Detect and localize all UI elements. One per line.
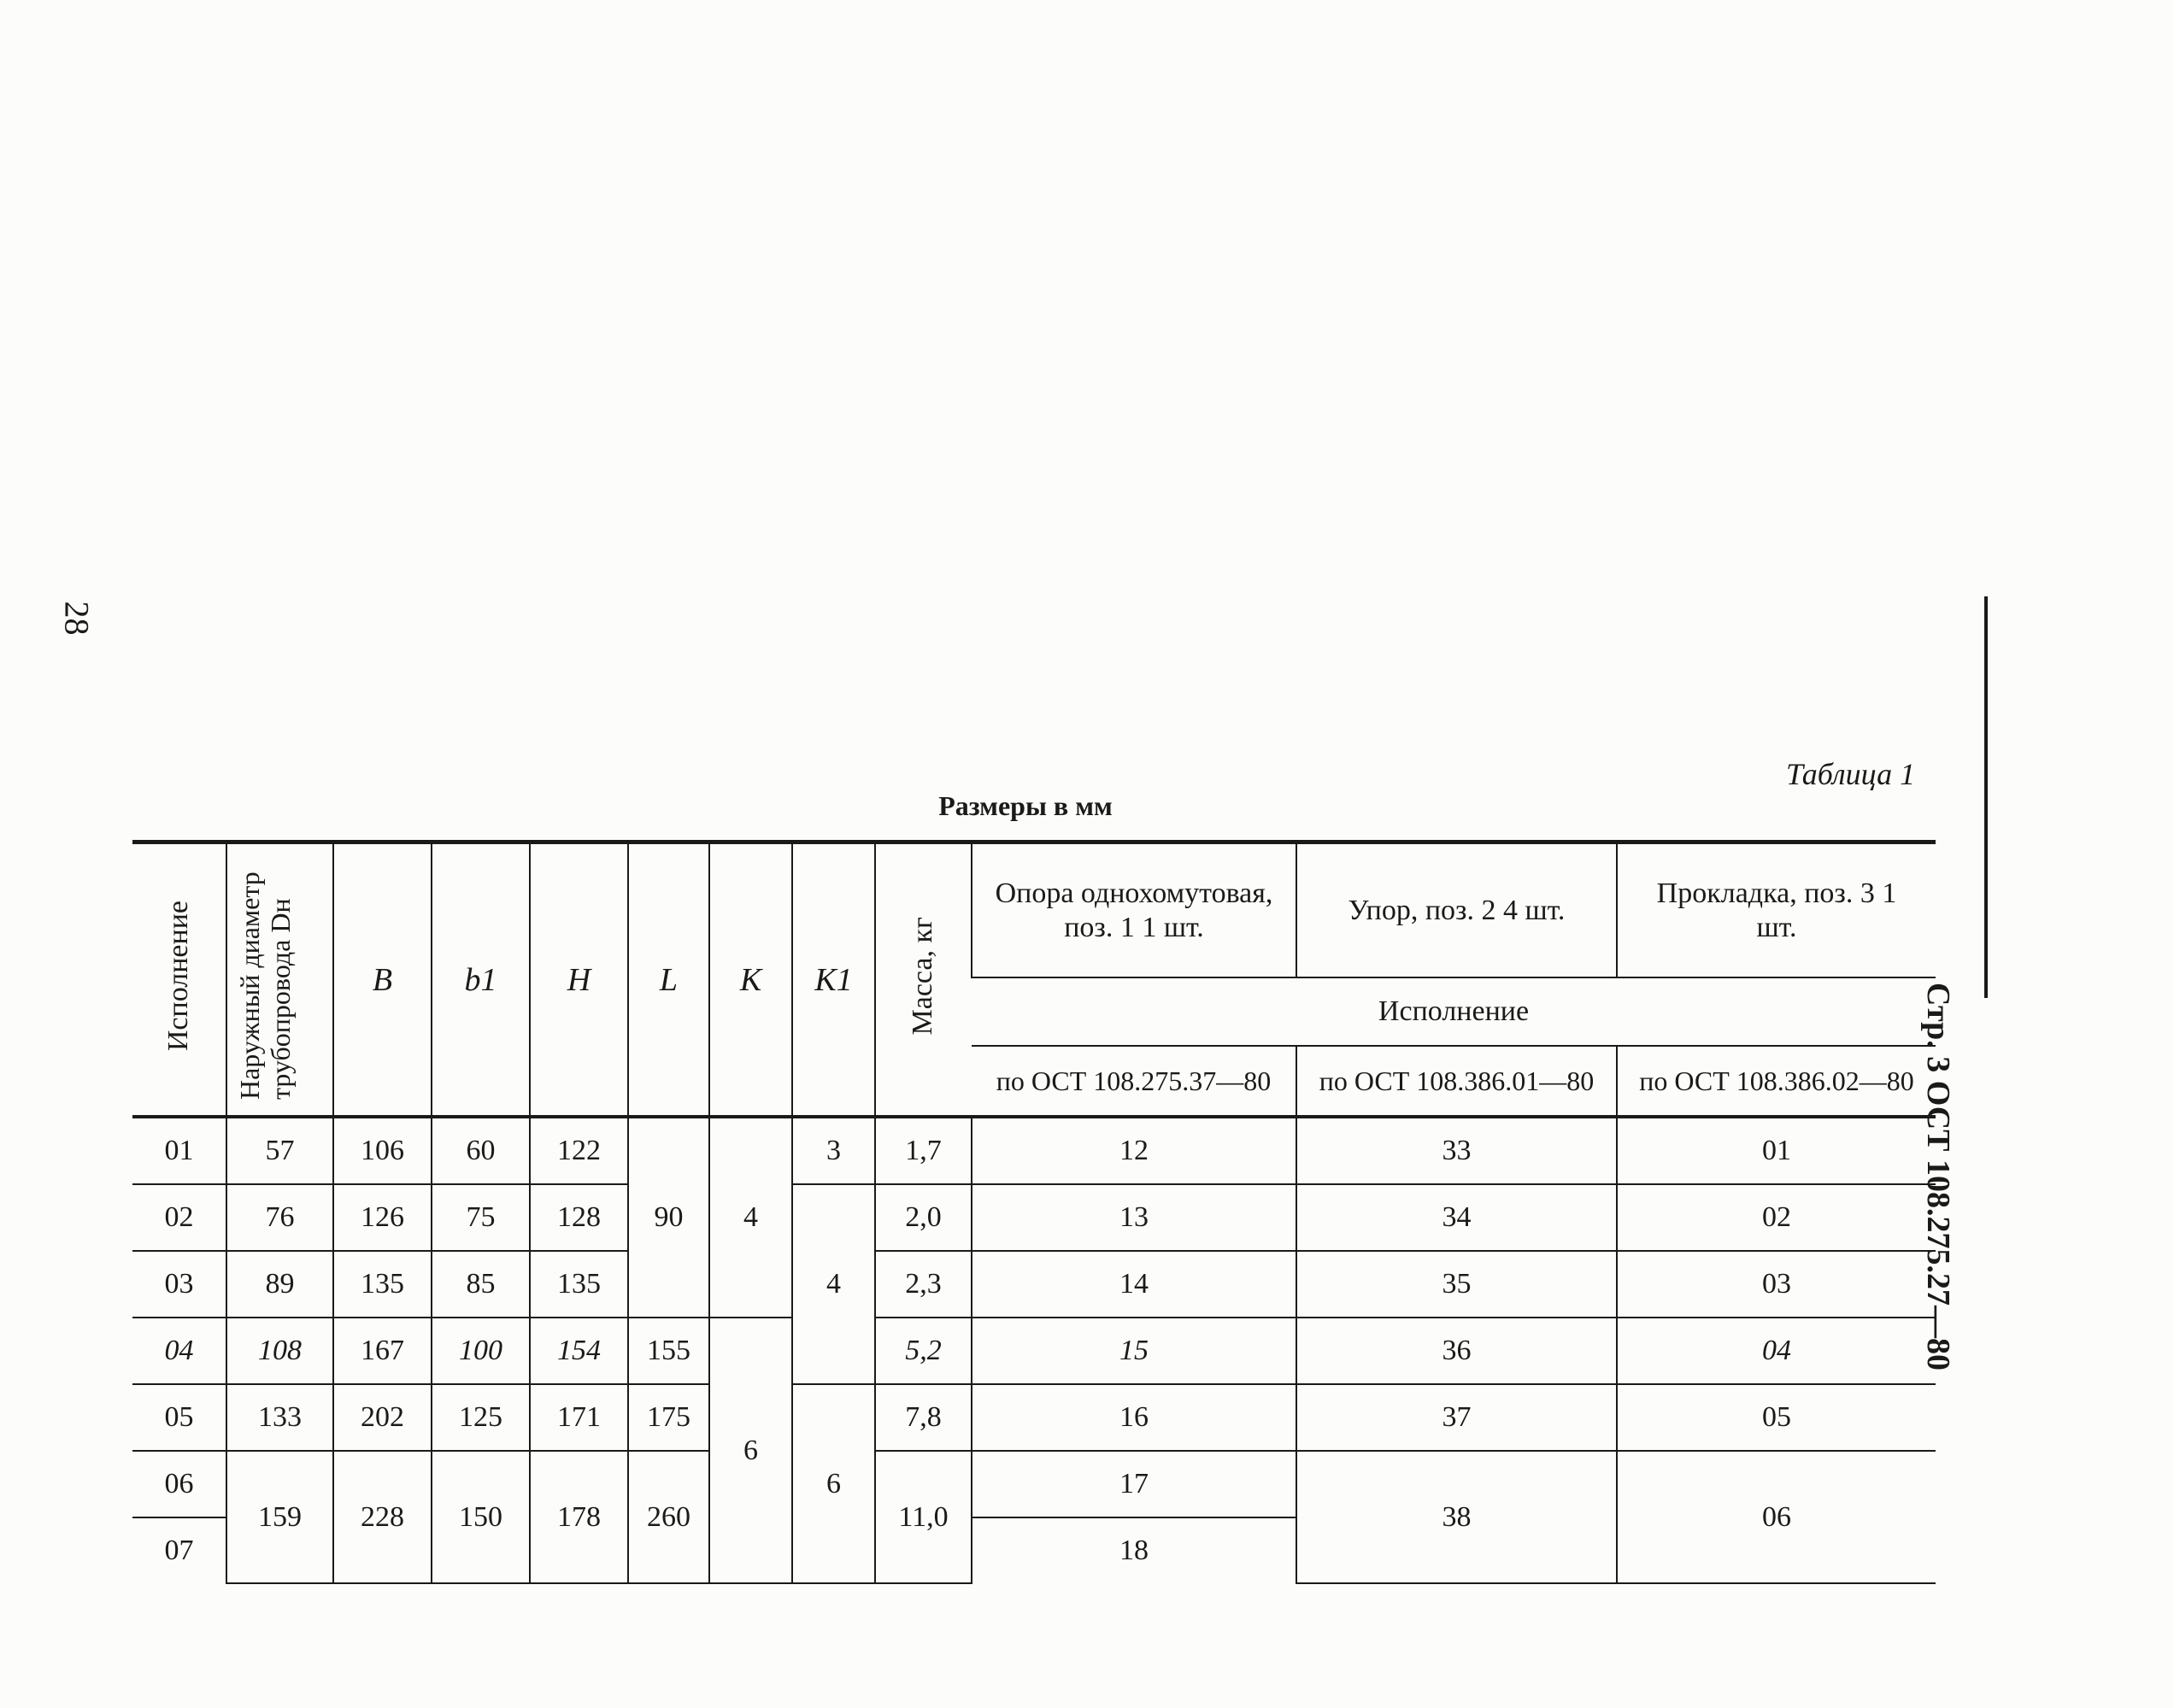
header-L: L <box>628 842 709 1118</box>
cell-H: 128 <box>530 1184 628 1251</box>
cell-B: 126 <box>333 1184 432 1251</box>
header-upor-std: по ОСТ 108.386.01—80 <box>1296 1046 1617 1117</box>
table-row <box>132 1117 1936 1184</box>
cell-prokladka: 01 <box>1617 1117 1936 1184</box>
header-ispolnenie: Исполнение <box>132 842 226 1118</box>
cell-L: 175 <box>628 1384 709 1451</box>
cell-dn: 76 <box>226 1184 333 1251</box>
cell-K1: 6 <box>792 1384 875 1583</box>
cell-mass: 11,0 <box>875 1451 972 1583</box>
cell-isp: 01 <box>132 1117 226 1184</box>
cell-K: 6 <box>709 1318 792 1583</box>
cell-isp: 07 <box>164 1535 194 1566</box>
page-number: 28 <box>57 601 97 636</box>
table-row <box>132 1251 1936 1318</box>
cell-opora: 18 <box>972 1517 1296 1583</box>
cell-B: 135 <box>333 1251 432 1318</box>
cell-H: 171 <box>530 1384 628 1451</box>
cell-opora: 17 <box>972 1451 1296 1517</box>
header-prokladka-std: по ОСТ 108.386.02—80 <box>1617 1046 1936 1117</box>
cell-B: 167 <box>333 1318 432 1384</box>
cell-K1: 4 <box>792 1184 875 1384</box>
cell-dn: 57 <box>226 1117 333 1184</box>
cell-opora: 16 <box>972 1384 1296 1451</box>
cell-dn: 133 <box>226 1384 333 1451</box>
cell-opora: 12 <box>972 1117 1296 1184</box>
header-B: B <box>333 842 432 1118</box>
cell-H: 122 <box>530 1117 628 1184</box>
cell-B: 202 <box>333 1384 432 1451</box>
cell-upor: 33 <box>1296 1117 1617 1184</box>
cell-mass: 1,7 <box>875 1117 972 1184</box>
cell-H: 178 <box>530 1451 628 1583</box>
table-row <box>132 1451 1936 1517</box>
cell-b1: 75 <box>432 1184 530 1251</box>
header-opora: Опора однохомутовая, поз. 1 1 шт. <box>972 842 1296 978</box>
cell-mass: 7,8 <box>875 1384 972 1451</box>
cell-L: 155 <box>628 1318 709 1384</box>
header-K1: K1 <box>792 842 875 1118</box>
cell-L: 90 <box>628 1117 709 1318</box>
cell-prokladka: 05 <box>1617 1384 1936 1451</box>
cell-K: 4 <box>709 1117 792 1318</box>
header-diameter: Наружный диаметр трубопровода Dн <box>226 842 333 1118</box>
cell-prokladka: 06 <box>1617 1451 1936 1583</box>
cell-b1: 60 <box>432 1117 530 1184</box>
cell-upor: 34 <box>1296 1184 1617 1251</box>
cell-B: 106 <box>333 1117 432 1184</box>
cell-B: 228 <box>333 1451 432 1583</box>
cell-b1: 100 <box>432 1318 530 1384</box>
cell-L: 260 <box>628 1451 709 1583</box>
cell-dn: 89 <box>226 1251 333 1318</box>
cell-K1: 3 <box>792 1117 875 1184</box>
cell-H: 154 <box>530 1318 628 1384</box>
table-subtitle: Размеры в мм <box>938 790 1113 821</box>
cell-isp: 06 <box>132 1451 226 1517</box>
cell-dn: 159 <box>226 1451 333 1583</box>
table-title: Таблица 1 <box>1786 757 1916 791</box>
header-b1: b1 <box>432 842 530 1118</box>
table-row <box>132 1318 1936 1384</box>
cell-prokladka: 03 <box>1617 1251 1936 1318</box>
cell-b1: 125 <box>432 1384 530 1451</box>
cell-prokladka: 04 <box>1617 1318 1936 1384</box>
cell-opora: 13 <box>972 1184 1296 1251</box>
table-row <box>132 1184 1936 1251</box>
cell-upor: 35 <box>1296 1251 1617 1318</box>
header-opora-std: по ОСТ 108.275.37—80 <box>972 1046 1296 1117</box>
table-row <box>132 1384 1936 1451</box>
cell-opora: 14 <box>972 1251 1296 1318</box>
cell-upor: 36 <box>1296 1318 1617 1384</box>
header-ispolnenie-group: Исполнение <box>972 977 1936 1046</box>
header-K: K <box>709 842 792 1118</box>
cell-prokladka: 02 <box>1617 1184 1936 1251</box>
header-prokladka: Прокладка, поз. 3 1 шт. <box>1617 842 1936 978</box>
cell-upor: 38 <box>1296 1451 1617 1583</box>
cell-b1: 85 <box>432 1251 530 1318</box>
cell-mass: 5,2 <box>875 1318 972 1384</box>
cell-mass: 2,0 <box>875 1184 972 1251</box>
cell-isp: 04 <box>132 1318 226 1384</box>
cell-H: 135 <box>530 1251 628 1318</box>
side-header: Стр. 3 ОСТ 108.275.27—80 <box>1920 983 1956 1371</box>
cell-upor: 37 <box>1296 1384 1617 1451</box>
header-H: H <box>530 842 628 1118</box>
cell-isp: 03 <box>132 1251 226 1318</box>
dimensions-table <box>132 840 1936 1584</box>
cell-mass: 2,3 <box>875 1251 972 1318</box>
header-mass: Масса, кг <box>875 842 972 1118</box>
cell-isp: 02 <box>132 1184 226 1251</box>
cell-isp: 05 <box>132 1384 226 1451</box>
header-upor: Упор, поз. 2 4 шт. <box>1296 842 1617 978</box>
cell-dn: 108 <box>226 1318 333 1384</box>
cell-b1: 150 <box>432 1451 530 1583</box>
cell-opora: 15 <box>972 1318 1296 1384</box>
